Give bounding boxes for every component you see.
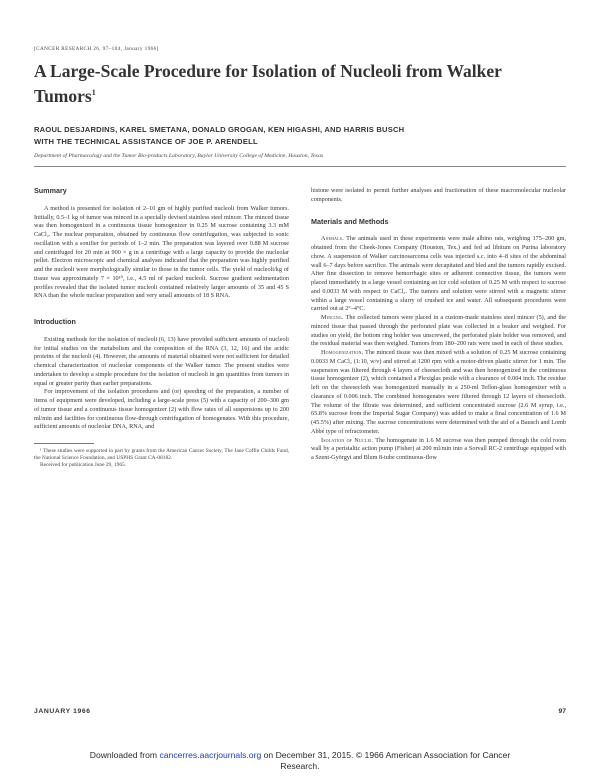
footnotes: [34, 448, 289, 470]
introduction-paragraph-2: For improvement of the isolation procedures and (or) speeding of the preparation, a number of items of equipment were developed, including a large-scale press (5) with a capacity of 200–300 gm of tumor tissue and a continuous tissue homogenizer (2) with flow rates of all suspensions up to 200 ml/min and facilities for continuous flow-through centrifugation of homogenates. With this procedure, sufficient amounts of nucleolar DNA, RNA, and: [34, 388, 289, 431]
download-suffix: on December 31, 2015. © 1966 American Association for Cancer: [263, 750, 511, 760]
homogenization-paragraph: [311, 349, 566, 437]
technical-assistance: WITH THE TECHNICAL ASSISTANCE OF JOE P. ARENDELL: [34, 137, 258, 146]
page-number: 97: [558, 708, 566, 715]
right-column: [311, 187, 566, 463]
summary-heading: Summary: [34, 186, 67, 195]
isolation-paragraph: [311, 437, 566, 463]
author-list: RAOUL DESJARDINS, KAREL SMETANA, DONALD GROGAN, KEN HIGASHI, AND HARRIS BUSCH: [34, 125, 405, 134]
homogenization-text: The minced tissue was then mixed with a solution of 0.25 M sucrose containing 0.0033 M CaCl₂ (1:10, w/v) and stirred at 1200 rpm with a motor-driven plastic stirrer for 1 min. The suspension was filtered through 4 layers of cheesecloth and was then homogenized in the continuous tissue homogenizer (2), which contained a Plexiglas pestle with a clearance of 0.004 inch. The residue left on the cheesecloth was homogenized manually in a 250-ml Teflon-glass homogenizer with a clearance of 0.006 inch. The combined homogenates were filtered through 12 layers of cheesecloth. The volume of the filtrate was determined, and sufficient concentrated sucrose (2.6 M syrup, i.e., 65.8% sucrose from the Imperial Sugar Company) was added to make a final concentration of 1.6 M (45.5%) after mixing. The sucrose concentrations were determined with the aid of a Bausch and Lomb Abbé type of refractometer.: [311, 349, 567, 435]
title-text: A Large-Scale Procedure for Isolation of Nucleoli from Walker Tumors: [34, 61, 502, 106]
animals-paragraph: [311, 235, 566, 314]
footnote-divider: [34, 443, 94, 444]
animals-label: Animals.: [321, 235, 344, 243]
introduction-heading: Introduction: [34, 317, 76, 326]
introduction-continued: histone were isolated to permit further analyses and fractionation of these macromolecular nucleolar components.: [311, 187, 566, 203]
received-date: Received for publication June 29, 1965.: [40, 462, 127, 469]
header-divider: [34, 166, 566, 167]
summary-text: A method is presented for isolation of 2–10 gm of highly purified nucleoli from Walker tumors. Initially, 0.5–1 kg of tumor was minced in a specially devised stainless steel mincer. The minced tissue was then homogenized in a continuous tissue homogenizer in 0.25 M sucrose containing 3.3 mM CaCl₂. The nuclear preparation, obtained by continuous flow centrifugation, was subjected to sonic oscillation with a sonifier for periods of 1–2 min. The preparation was layered over 0.88 M sucrose and centrifuged for 20 min at 900 × g in a centrifuge with a large capacity to provide the nucleolar pellet. Electron microscopic and chemical analyses indicated that the preparation was highly purified and the nucleoli were morphologically similar to those in the tumor cells. The yield of nucleoli/kg of tissue was approximately 7 × 10¹⁰, i.e., 4.5 ml of packed nucleoli. Sucrose gradient sedimentation profiles revealed that the isolated tumor nucleoli contained relatively larger amounts of 35 and 45 S RNA than the whole nuclear preparation and very small amounts of 18 S RNA.: [34, 204, 289, 300]
running-head: [CANCER RESEARCH 26, 97–104, January 1966]: [34, 46, 159, 52]
download-line-2: Research.: [280, 760, 320, 771]
issue-date: JANUARY 1966: [34, 708, 91, 715]
mincing-label: Mincing.: [321, 314, 344, 321]
mincing-text: The collected tumors were placed in a custom-made stainless steel mincer (5), and the minced tissue that passed through the perforated plate was collected in a beaker and weighed. For studies on yield, the bottom ring holder was unscrewed, the perforated plate holder was removed, and the residual material was then weighed. Tumors from 180–200 rats were used in each of these studies.: [311, 314, 567, 348]
journal-link[interactable]: cancerres.aacrjournals.org: [159, 750, 262, 760]
footnote-1: ¹ These studies were supported in part by grants from the American Cancer Society, The Jane Coffin Childs Fund, the National Science Foundation, and USPHS Grant CA-08182.: [34, 448, 289, 462]
mincing-paragraph: [311, 314, 566, 349]
affiliation: Department of Pharmacology and the Tumor Bio-products Laboratory, Baylor University College of Medicine, Houston, Texas: [34, 153, 324, 159]
isolation-label: Isolation of Nuclei.: [321, 436, 374, 444]
introduction-paragraph-1: Existing methods for the isolation of nucleoli (6, 13) have provided sufficient amounts of nucleoli for initial studies on the metabolism and the composition of the RNA (3, 12, 16) and the acidic proteins of the nucleoli (4). However, the amounts of material obtained were not sufficient for detailed chemical characterization of nucleolar components of the Walker tumor. The present studies were undertaken to develop a simple procedure for the isolation of nucleoli in gm quantities from tumors in equal or greater purity than earlier preparations.: [34, 335, 289, 387]
isolation-text: The homogenate in 1.6 M sucrose was then pumped through the cold room wall by a peristaltic action pump (Fisher) at 200 ml/min into a Sorvall RC-2 centrifuge equipped with a Szent-Györgyi and Blum 8-tube continuous-flow: [311, 436, 566, 461]
download-notice: [0, 750, 600, 771]
download-prefix: Downloaded from: [89, 750, 158, 760]
article-title: [34, 61, 554, 107]
title-footnote-mark: 1: [91, 88, 96, 97]
left-column: [34, 187, 289, 470]
methods-heading: Materials and Methods: [311, 216, 389, 226]
homogenization-label: Homogenization.: [321, 349, 364, 356]
animals-text: The animals used in these experiments were male albino rats, weighing 175–200 gm, obtained from the Cheek-Jones Company (Houston, Tex.) and fed ad libitum on Purina laboratory chow. A suspension of Walker carcinosarcoma cells was injected s.c. into 4–8 sites of the abdominal wall 6–7 days before sacrifice. The animals were decapitated and bled and the tumors rapidly excised. After fine dissection to remove hemorrhagic sites or adherent connective tissue, the tumors were placed immediately in a large vessel containing an ice cold solution of 0.25 M with respect to sucrose and 0.0033 M with respect to CaCl₂. The tumors and solution were stirred with a magnetic stirrer within a large vessel containing a slurry of crushed ice and water. All subsequent procedures were carried out at 2°–4°C.: [311, 235, 566, 313]
